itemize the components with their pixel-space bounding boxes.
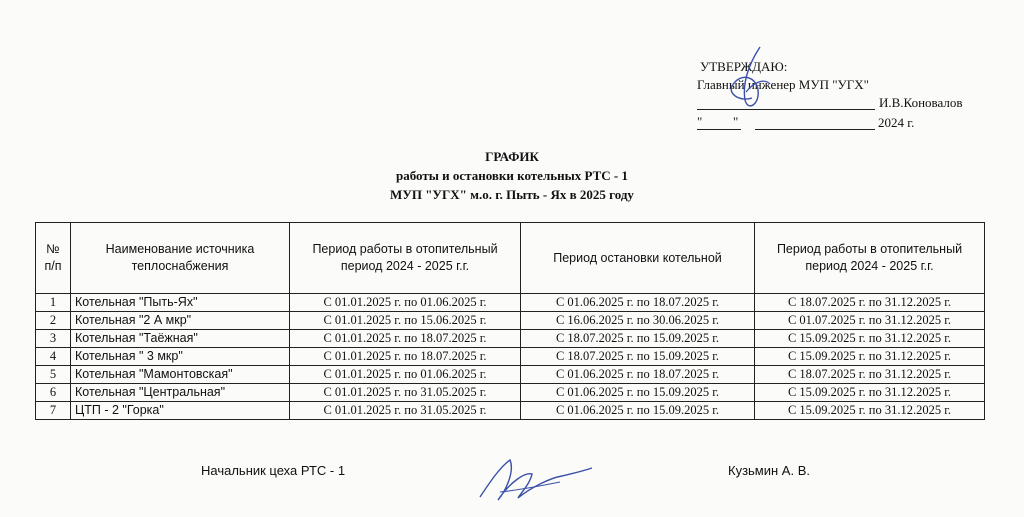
approver-name: И.В.Коновалов bbox=[879, 95, 963, 110]
table-row bbox=[36, 366, 985, 384]
row-stop: С 18.07.2025 г. по 15.09.2025 г. bbox=[521, 348, 755, 366]
row-period2: С 18.07.2025 г. по 31.12.2025 г. bbox=[755, 294, 985, 312]
row-period1: С 01.01.2025 г. по 01.06.2025 г. bbox=[290, 366, 521, 384]
header-name: Наименование источника теплоснабжения bbox=[71, 223, 290, 294]
row-period1: С 01.01.2025 г. по 01.06.2025 г. bbox=[290, 294, 521, 312]
approver-position: Главный инженер МУП "УГХ" bbox=[697, 77, 869, 92]
row-period2: С 15.09.2025 г. по 31.12.2025 г. bbox=[755, 384, 985, 402]
row-num: 7 bbox=[36, 402, 71, 420]
row-num: 6 bbox=[36, 384, 71, 402]
row-period1: С 01.01.2025 г. по 18.07.2025 г. bbox=[290, 330, 521, 348]
row-stop: С 01.06.2025 г. по 15.09.2025 г. bbox=[521, 384, 755, 402]
footer-signature-icon bbox=[470, 452, 600, 507]
row-stop: С 01.06.2025 г. по 18.07.2025 г. bbox=[521, 294, 755, 312]
approval-year: 2024 г. bbox=[878, 115, 915, 130]
approver-signature-icon bbox=[720, 42, 780, 117]
table-row bbox=[36, 402, 985, 420]
row-stop: С 16.06.2025 г. по 30.06.2025 г. bbox=[521, 312, 755, 330]
row-name: Котельная "Пыть-Ях" bbox=[71, 294, 290, 312]
header-stop: Период остановки котельной bbox=[521, 223, 755, 294]
row-num: 4 bbox=[36, 348, 71, 366]
row-num: 5 bbox=[36, 366, 71, 384]
row-name: Котельная "Центральная" bbox=[71, 384, 290, 402]
row-name: Котельная " 3 мкр" bbox=[71, 348, 290, 366]
header-period1: Период работы в отопительный период 2024 - 2025 г.г. bbox=[290, 223, 521, 294]
row-stop: С 01.06.2025 г. по 15.09.2025 г. bbox=[521, 402, 755, 420]
row-num: 1 bbox=[36, 294, 71, 312]
row-period2: С 15.09.2025 г. по 31.12.2025 г. bbox=[755, 348, 985, 366]
date-close-quote: " bbox=[733, 114, 739, 129]
table-row bbox=[36, 312, 985, 330]
doc-subtitle-2: МУП "УГХ" м.о. г. Пыть - Ях в 2025 году bbox=[390, 187, 634, 202]
row-name: Котельная "Таёжная" bbox=[71, 330, 290, 348]
row-num: 2 bbox=[36, 312, 71, 330]
row-period2: С 01.07.2025 г. по 31.12.2025 г. bbox=[755, 312, 985, 330]
row-period1: С 01.01.2025 г. по 31.05.2025 г. bbox=[290, 384, 521, 402]
table-body bbox=[36, 294, 985, 420]
doc-title: ГРАФИК bbox=[485, 149, 539, 164]
row-period1: С 01.01.2025 г. по 31.05.2025 г. bbox=[290, 402, 521, 420]
row-period2: С 15.09.2025 г. по 31.12.2025 г. bbox=[755, 330, 985, 348]
table-row bbox=[36, 330, 985, 348]
table-row bbox=[36, 384, 985, 402]
doc-subtitle-1: работы и остановки котельных РТС - 1 bbox=[396, 168, 628, 183]
approve-label: УТВЕРЖДАЮ: bbox=[700, 59, 788, 74]
footer-name: Кузьмин А. В. bbox=[728, 463, 810, 478]
table-header-row bbox=[36, 223, 985, 294]
footer-position: Начальник цеха РТС - 1 bbox=[201, 463, 346, 478]
row-period2: С 18.07.2025 г. по 31.12.2025 г. bbox=[755, 366, 985, 384]
date-open-quote: " bbox=[697, 114, 703, 129]
row-stop: С 18.07.2025 г. по 15.09.2025 г. bbox=[521, 330, 755, 348]
header-period2: Период работы в отопительный период 2024 - 2025 г.г. bbox=[755, 223, 985, 294]
row-period1: С 01.01.2025 г. по 18.07.2025 г. bbox=[290, 348, 521, 366]
row-stop: С 01.06.2025 г. по 18.07.2025 г. bbox=[521, 366, 755, 384]
table-row bbox=[36, 348, 985, 366]
row-period2: С 15.09.2025 г. по 31.12.2025 г. bbox=[755, 402, 985, 420]
table-row bbox=[36, 294, 985, 312]
row-name: Котельная "Мамонтовская" bbox=[71, 366, 290, 384]
row-name: Котельная "2 А мкр" bbox=[71, 312, 290, 330]
row-period1: С 01.01.2025 г. по 15.06.2025 г. bbox=[290, 312, 521, 330]
row-name: ЦТП - 2 "Горка" bbox=[71, 402, 290, 420]
row-num: 3 bbox=[36, 330, 71, 348]
header-num: № п/п bbox=[36, 223, 71, 294]
schedule-table bbox=[35, 222, 985, 420]
